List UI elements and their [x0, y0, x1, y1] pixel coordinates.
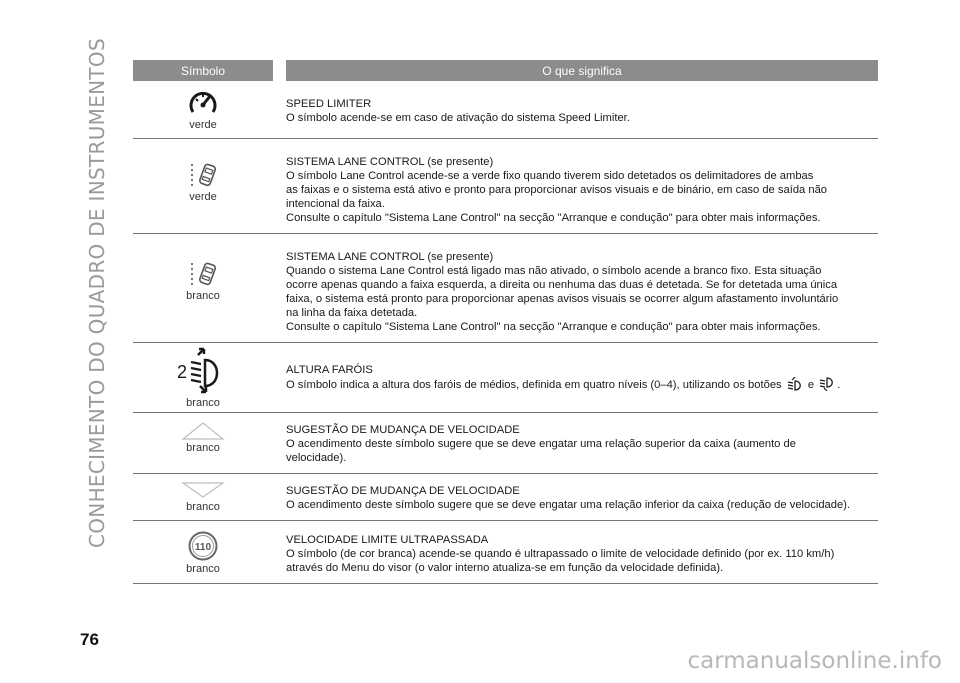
headlight-up-button-icon: [787, 377, 803, 391]
watermark: carmanualsonline.info: [687, 648, 942, 674]
end-punct: .: [837, 378, 841, 391]
header-symbol: Símbolo: [133, 60, 273, 81]
color-label: branco: [186, 289, 220, 302]
color-label: verde: [189, 190, 217, 203]
row-title: SUGESTÃO DE MUDANÇA DE VELOCIDADE: [286, 484, 520, 497]
headlight-down-button-icon: [819, 377, 835, 391]
table-row: [133, 81, 878, 138]
meaning-cell: [286, 81, 878, 138]
lane-control-icon: [188, 260, 218, 288]
speed-limit-sign-icon: [188, 531, 218, 561]
row-title: VELOCIDADE LIMITE ULTRAPASSADA: [286, 533, 489, 546]
lane-control-icon: [188, 161, 218, 189]
symbol-cell: [133, 520, 273, 583]
gap-cell: [273, 520, 286, 583]
color-label: branco: [186, 396, 220, 409]
row-text: O símbolo acende-se em caso de ativação do sistema Speed Limiter.: [286, 112, 630, 124]
row-text-line: intencional da faixa.: [286, 197, 385, 210]
symbol-cell: [133, 138, 273, 233]
symbol-cell: [133, 412, 273, 473]
page-number: 76: [80, 630, 99, 649]
row-text-line: O acendimento deste símbolo sugere que se deve engatar uma relação inferior da caixa (redução de velocidade).: [286, 498, 851, 511]
row-text: O símbolo indica a altura dos faróis de médios, definida em quatro níveis (0–4), utilizando os botões: [286, 378, 782, 391]
symbol-cell: [133, 473, 273, 520]
row-text-line: faixa, o sistema está pronto para proporcionar apenas avisos visuais se ocorrer algum afastamento involuntário: [286, 292, 839, 305]
symbol-cell: [133, 342, 273, 412]
row-text-line: Consulte o capítulo "Sistema Lane Control" na secção "Arranque e condução" para obter mais informações.: [286, 320, 821, 333]
gap-cell: [273, 473, 286, 520]
table-row: [133, 233, 878, 342]
color-label: verde: [189, 119, 217, 131]
gap-cell: [273, 233, 286, 342]
row-text-line: ocorre apenas quando a faixa esquerda, a direita ou nenhuma das duas é detetada. Se for detetada uma única: [286, 278, 838, 291]
row-text-line: O acendimento deste símbolo sugere que se deve engatar uma relação superior da caixa (aumento de: [286, 437, 796, 450]
row-text-line: Consulte o capítulo "Sistema Lane Control" na secção "Arranque e condução" para obter mais informações.: [286, 211, 821, 224]
speed-limiter-icon: [186, 89, 220, 117]
table-row: [133, 138, 878, 233]
color-label: branco: [186, 500, 220, 513]
row-title: SPEED LIMITER: [286, 98, 372, 110]
gear-down-icon: [181, 481, 225, 499]
color-label: branco: [186, 441, 220, 454]
table-row: [133, 473, 878, 520]
headlight-level-digit: 2: [177, 361, 188, 382]
side-section-title: CONHECIMENTO DO QUADRO DE INSTRUMENTOS: [85, 38, 109, 548]
meaning-cell: [286, 412, 878, 473]
meaning-cell: [286, 473, 878, 520]
row-text-line: na linha da faixa detetada.: [286, 306, 418, 319]
row-title: SUGESTÃO DE MUDANÇA DE VELOCIDADE: [286, 423, 520, 436]
row-title: SISTEMA LANE CONTROL (se presente): [286, 250, 494, 263]
row-text-line: O símbolo (de cor branca) acende-se quando é ultrapassado o limite de velocidade definido (por ex. 110 km/h): [286, 547, 835, 560]
row-text-line: O símbolo Lane Control acende-se a verde fixo quando tiverem sido detetados os delimitadores de ambas: [286, 169, 814, 182]
meaning-cell: [286, 233, 878, 342]
meaning-cell: [286, 520, 878, 583]
gap-cell: [273, 412, 286, 473]
row-title: SISTEMA LANE CONTROL (se presente): [286, 155, 494, 168]
table-row: [133, 520, 878, 583]
symbol-cell: [133, 81, 273, 138]
row-text-line: [286, 377, 878, 392]
table-header-row: [133, 60, 878, 81]
gap-cell: [273, 81, 286, 138]
headlight-level-icon: [173, 345, 233, 395]
header-meaning: O que significa: [286, 60, 878, 81]
gap-cell: [273, 138, 286, 233]
and-text: e: [807, 378, 815, 391]
row-text-line: através do Menu do visor (o valor interno atualiza-se em função da velocidade definida).: [286, 561, 724, 574]
meaning-cell: [286, 342, 878, 412]
row-text-line: velocidade).: [286, 451, 347, 464]
gap-cell: [273, 342, 286, 412]
color-label: branco: [186, 562, 220, 575]
row-title: ALTURA FARÓIS: [286, 363, 373, 376]
table-row: [133, 342, 878, 412]
gear-up-icon: [181, 420, 225, 440]
table-row: [133, 412, 878, 473]
row-text-line: as faixas e o sistema está ativo e pronto para proporcionar avisos visuais e de binário, em caso de saída não: [286, 183, 828, 196]
row-text-line: Quando o sistema Lane Control está ligado mas não ativado, o símbolo acende a branco fixo. Esta situação: [286, 264, 822, 277]
symbol-cell: [133, 233, 273, 342]
header-gap: [273, 60, 286, 81]
meaning-cell: [286, 138, 878, 233]
symbol-table: [133, 60, 878, 584]
speed-limit-value: 110: [194, 541, 212, 553]
